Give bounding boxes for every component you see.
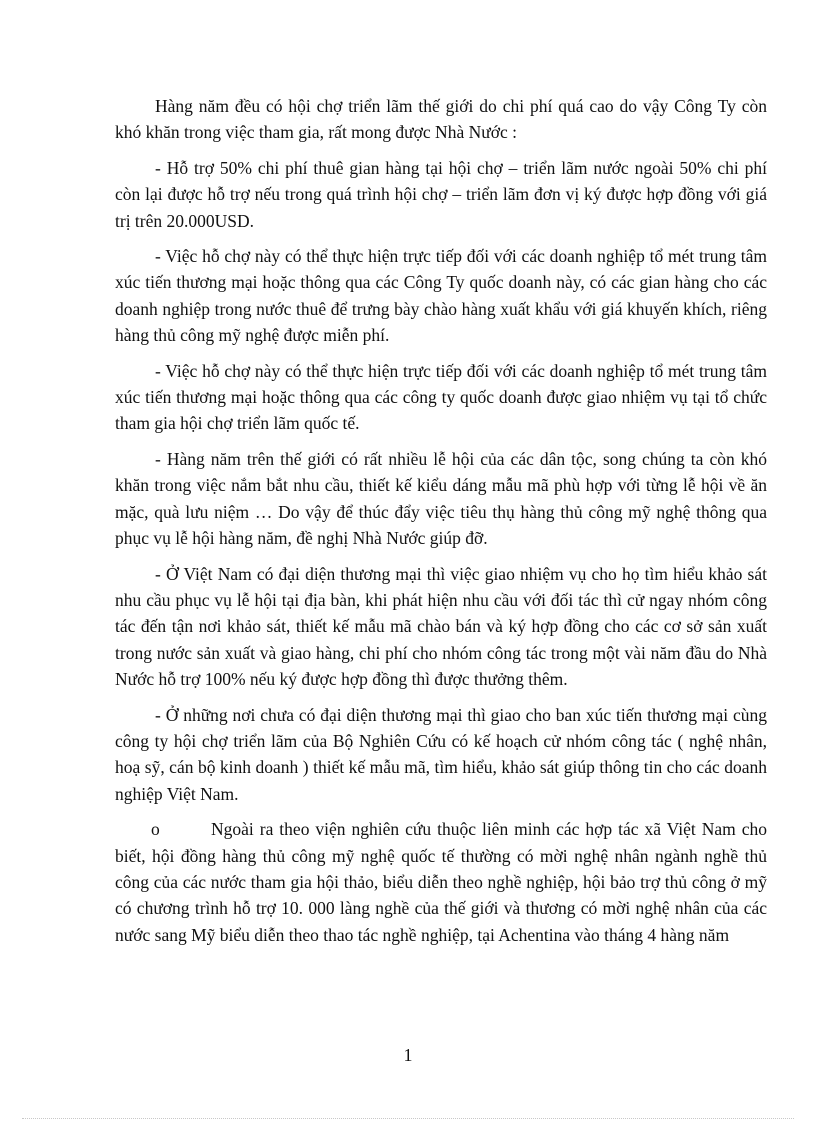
page-number: 1 bbox=[403, 1045, 413, 1065]
circle-bullet-marker: o bbox=[151, 819, 160, 840]
page-bottom-border bbox=[22, 1118, 794, 1119]
paragraph-support-booths: - Việc hỗ chợ này có thể thực hiện trực tiếp đối với các doanh nghiệp tổ mét trung tâm xúc tiến thương mại hoặc thông qua các Công Ty quốc doanh này, có các gian hàng cho các doanh nghiệp trong nước thuê để trưng bày chào hàng xuất khẩu với giá khuyến khích, riêng hàng thủ công mỹ nghệ được miễn phí. bbox=[115, 246, 767, 346]
paragraph-research-institute bbox=[115, 816, 767, 948]
paragraph-research-text: Ngoài ra theo viện nghiên cứu thuộc liên minh các hợp tác xã Việt Nam cho biết, hội đồng hàng thủ công mỹ nghệ quốc tế thường có mời nghệ nhân ngành nghề thủ công của các nước tham gia hội thảo, biểu diễn theo nghề nghiệp, hội bảo trợ thủ công ở mỹ có chương trình hỗ trợ 10. 000 làng nghề của thế giới và thương có mời nghệ nhân của các nước sang Mỹ biểu diễn theo thao tác nghề nghiệp, tại Achentina vào tháng 4 hàng năm bbox=[115, 819, 767, 945]
paragraph-support-international: - Việc hỗ chợ này có thể thực hiện trực tiếp đối với các doanh nghiệp tổ mét trung tâm xúc tiến thương mại hoặc thông qua các công ty quốc doanh được giao nhiệm vụ tại tổ chức tham gia hội chợ triển lãm quốc tế. bbox=[115, 360, 767, 434]
paragraph-support-50: - Hỗ trợ 50% chi phí thuê gian hàng tại hội chợ – triển lãm nước ngoài 50% chi phí còn lại được hỗ trợ nếu trong quá trình hội chợ – triển lãm đơn vị ký được hợp đồng với giá trị trên 20.000USD. bbox=[115, 157, 767, 231]
paragraph-festivals: - Hàng năm trên thế giới có rất nhiều lễ hội của các dân tộc, song chúng ta còn khó khăn trong việc nắm bắt nhu cầu, thiết kế kiểu dáng mẫu mã phù hợp với từng lễ hội về ăn mặc, quà lưu niệm … Do vậy để thúc đẩy việc tiêu thụ hàng thủ công mỹ nghệ thông qua phục vụ lễ hội hàng năm, đề nghị Nhà Nước giúp đỡ. bbox=[115, 448, 767, 549]
paragraph-intro: Hàng năm đều có hội chợ triển lãm thế giới do chi phí quá cao do vậy Công Ty còn khó khăn trong việc tham gia, rất mong được Nhà Nước : bbox=[115, 96, 767, 143]
document-body bbox=[115, 93, 767, 957]
paragraph-trade-representative: - Ở Việt Nam có đại diện thương mại thì việc giao nhiệm vụ cho họ tìm hiểu khảo sát nhu cầu phục vụ lễ hội tại địa bàn, khi phát hiện nhu cầu với đối tác thì cử ngay nhóm công tác đến tận nơi khảo sát, thiết kế mẫu mã chào bán và ký hợp đồng cho các cơ sở sản xuất trong nước sản xuất và giao hàng, chi phí cho nhóm công tác trong một vài năm đầu do Nhà Nước hỗ trợ 100% nếu ký được hợp đồng thì được thưởng thêm. bbox=[115, 563, 767, 690]
paragraph-no-representative: - Ở những nơi chưa có đại diện thương mại thì giao cho ban xúc tiến thương mại cùng công ty hội chợ triển lãm của Bộ Nghiên Cứu có kế hoạch cử nhóm công tác ( nghệ nhân, hoạ sỹ, cán bộ kinh doanh ) thiết kế mẫu mã, tìm hiểu, khảo sát giúp thông tin cho các doanh nghiệp Việt Nam. bbox=[115, 704, 767, 804]
